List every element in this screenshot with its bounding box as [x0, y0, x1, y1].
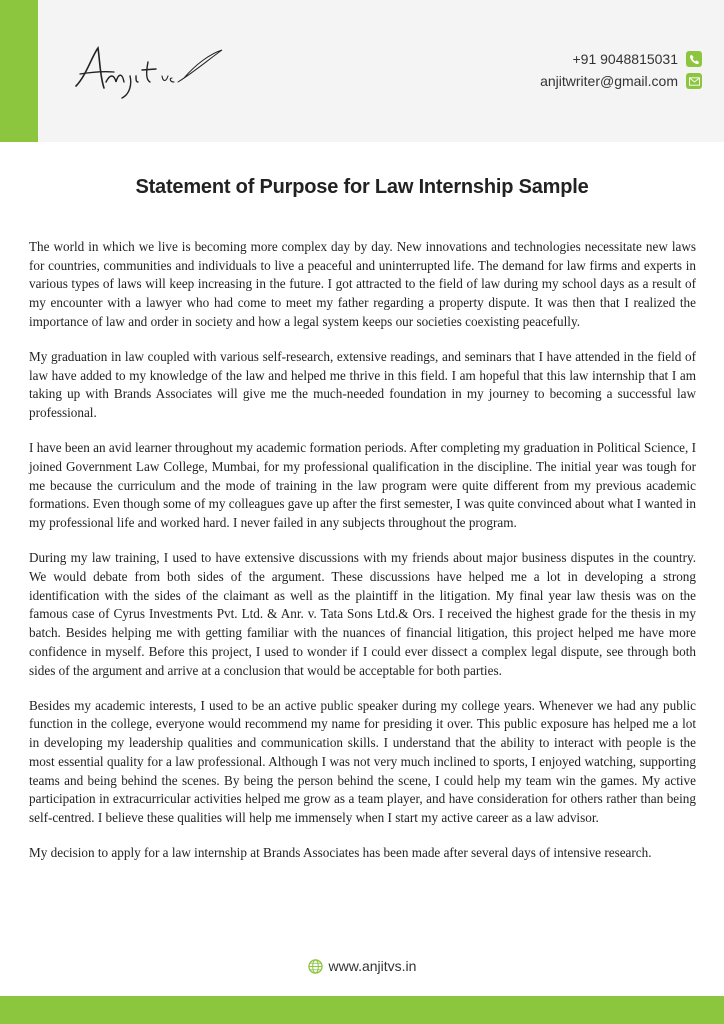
page-title: Statement of Purpose for Law Internship Sample — [135, 176, 589, 198]
paragraph: My decision to apply for a law internship at Brands Associates has been made after several days of intensive research. — [29, 845, 652, 861]
phone-row[interactable] — [540, 48, 702, 70]
phone-number[interactable]: +91 9048815031 — [572, 51, 678, 67]
contact-block — [540, 48, 702, 92]
document-body — [29, 238, 696, 879]
accent-bar-bottom — [0, 996, 724, 1024]
paragraph: Besides my academic interests, I used to be an active public speaker during my college years. Whenever we had any public function in the college, everyone would recommend my name for presiding it over. This public exposure has helped me a lot in developing my leadership qualities and communication skills. I understand that the ability to interact with people is the most essential quality for a law professional. Although I was not very much inclined to sports, I enjoyed watching, supporting teams and being behind the scenes. By being the person behind the scene, I could help my team win the games. My active participation in extracurricular activities helped me grow as a team player, and have consideration for others rather than being self-centred. I believe these qualities will help me immensely when I start my active career as a law advisor. — [29, 697, 696, 825]
accent-bar-left — [0, 0, 38, 142]
paragraph: The world in which we live is becoming more complex day by day. New innovations and technologies necessitate new laws for countries, communities and individuals to live a peaceful and uninterrupted life. The demand for law firms and experts in various types of laws will keep increasing in the future. I got attracted to the field of law during my school days as a result of my encounter with a lawyer who had come to meet my father regarding a property dispute. It was then that I realized the importance of law and order in society and how a legal system keeps our societies coexisting peacefully. — [29, 239, 696, 329]
mail-icon — [686, 73, 702, 89]
footer-website[interactable] — [0, 958, 724, 974]
anjit-signature-logo — [70, 38, 230, 102]
globe-icon — [308, 959, 323, 974]
paragraph: During my law training, I used to have extensive discussions with my friends about major business disputes in the country. We would debate from both sides of the argument. These discussions have helped me a lot in developing a strong identification with the sides of the claimant as well as the plaintiff in the litigation. My final year law thesis was on the famous case of Cyrus Investments Pvt. Ltd. & Anr. v. Tata Sons Ltd.& Ors. I received the highest grade for the thesis in my batch. Besides helping me with getting familiar with the nuances of financial litigation, this project helped me have more confidence in myself. Before this project, I used to wonder if I could ever dissect a complex legal dispute, see through both sides of the argument and arrive at a conclusion that would be acceptable for both parties. — [29, 550, 696, 678]
phone-icon — [686, 51, 702, 67]
paragraph: My graduation in law coupled with various self-research, extensive readings, and seminars that I have attended in the field of law have added to my knowledge of the law and helped me thrive in this field. I am hopeful that this law internship that I am taking up with Brands Associates will give me the much-needed foundation in my journey to becoming a successful law professional. — [29, 349, 696, 421]
website-link[interactable]: www.anjitvs.in — [328, 958, 417, 974]
email-row[interactable] — [540, 70, 702, 92]
paragraph: I have been an avid learner throughout my academic formation periods. After completing my graduation in Political Science, I joined Government Law College, Mumbai, for my professional qualification in the discipline. The initial year was tough for me because the curriculum and the mode of training in the law program were quite different from my previous academic formations. Even though some of my colleagues gave up after the first semester, I was quite convinced about what I wanted in my professional life and worked hard. I never failed in any subjects throughout the program. — [29, 440, 696, 531]
email-address[interactable]: anjitwriter@gmail.com — [540, 73, 678, 89]
